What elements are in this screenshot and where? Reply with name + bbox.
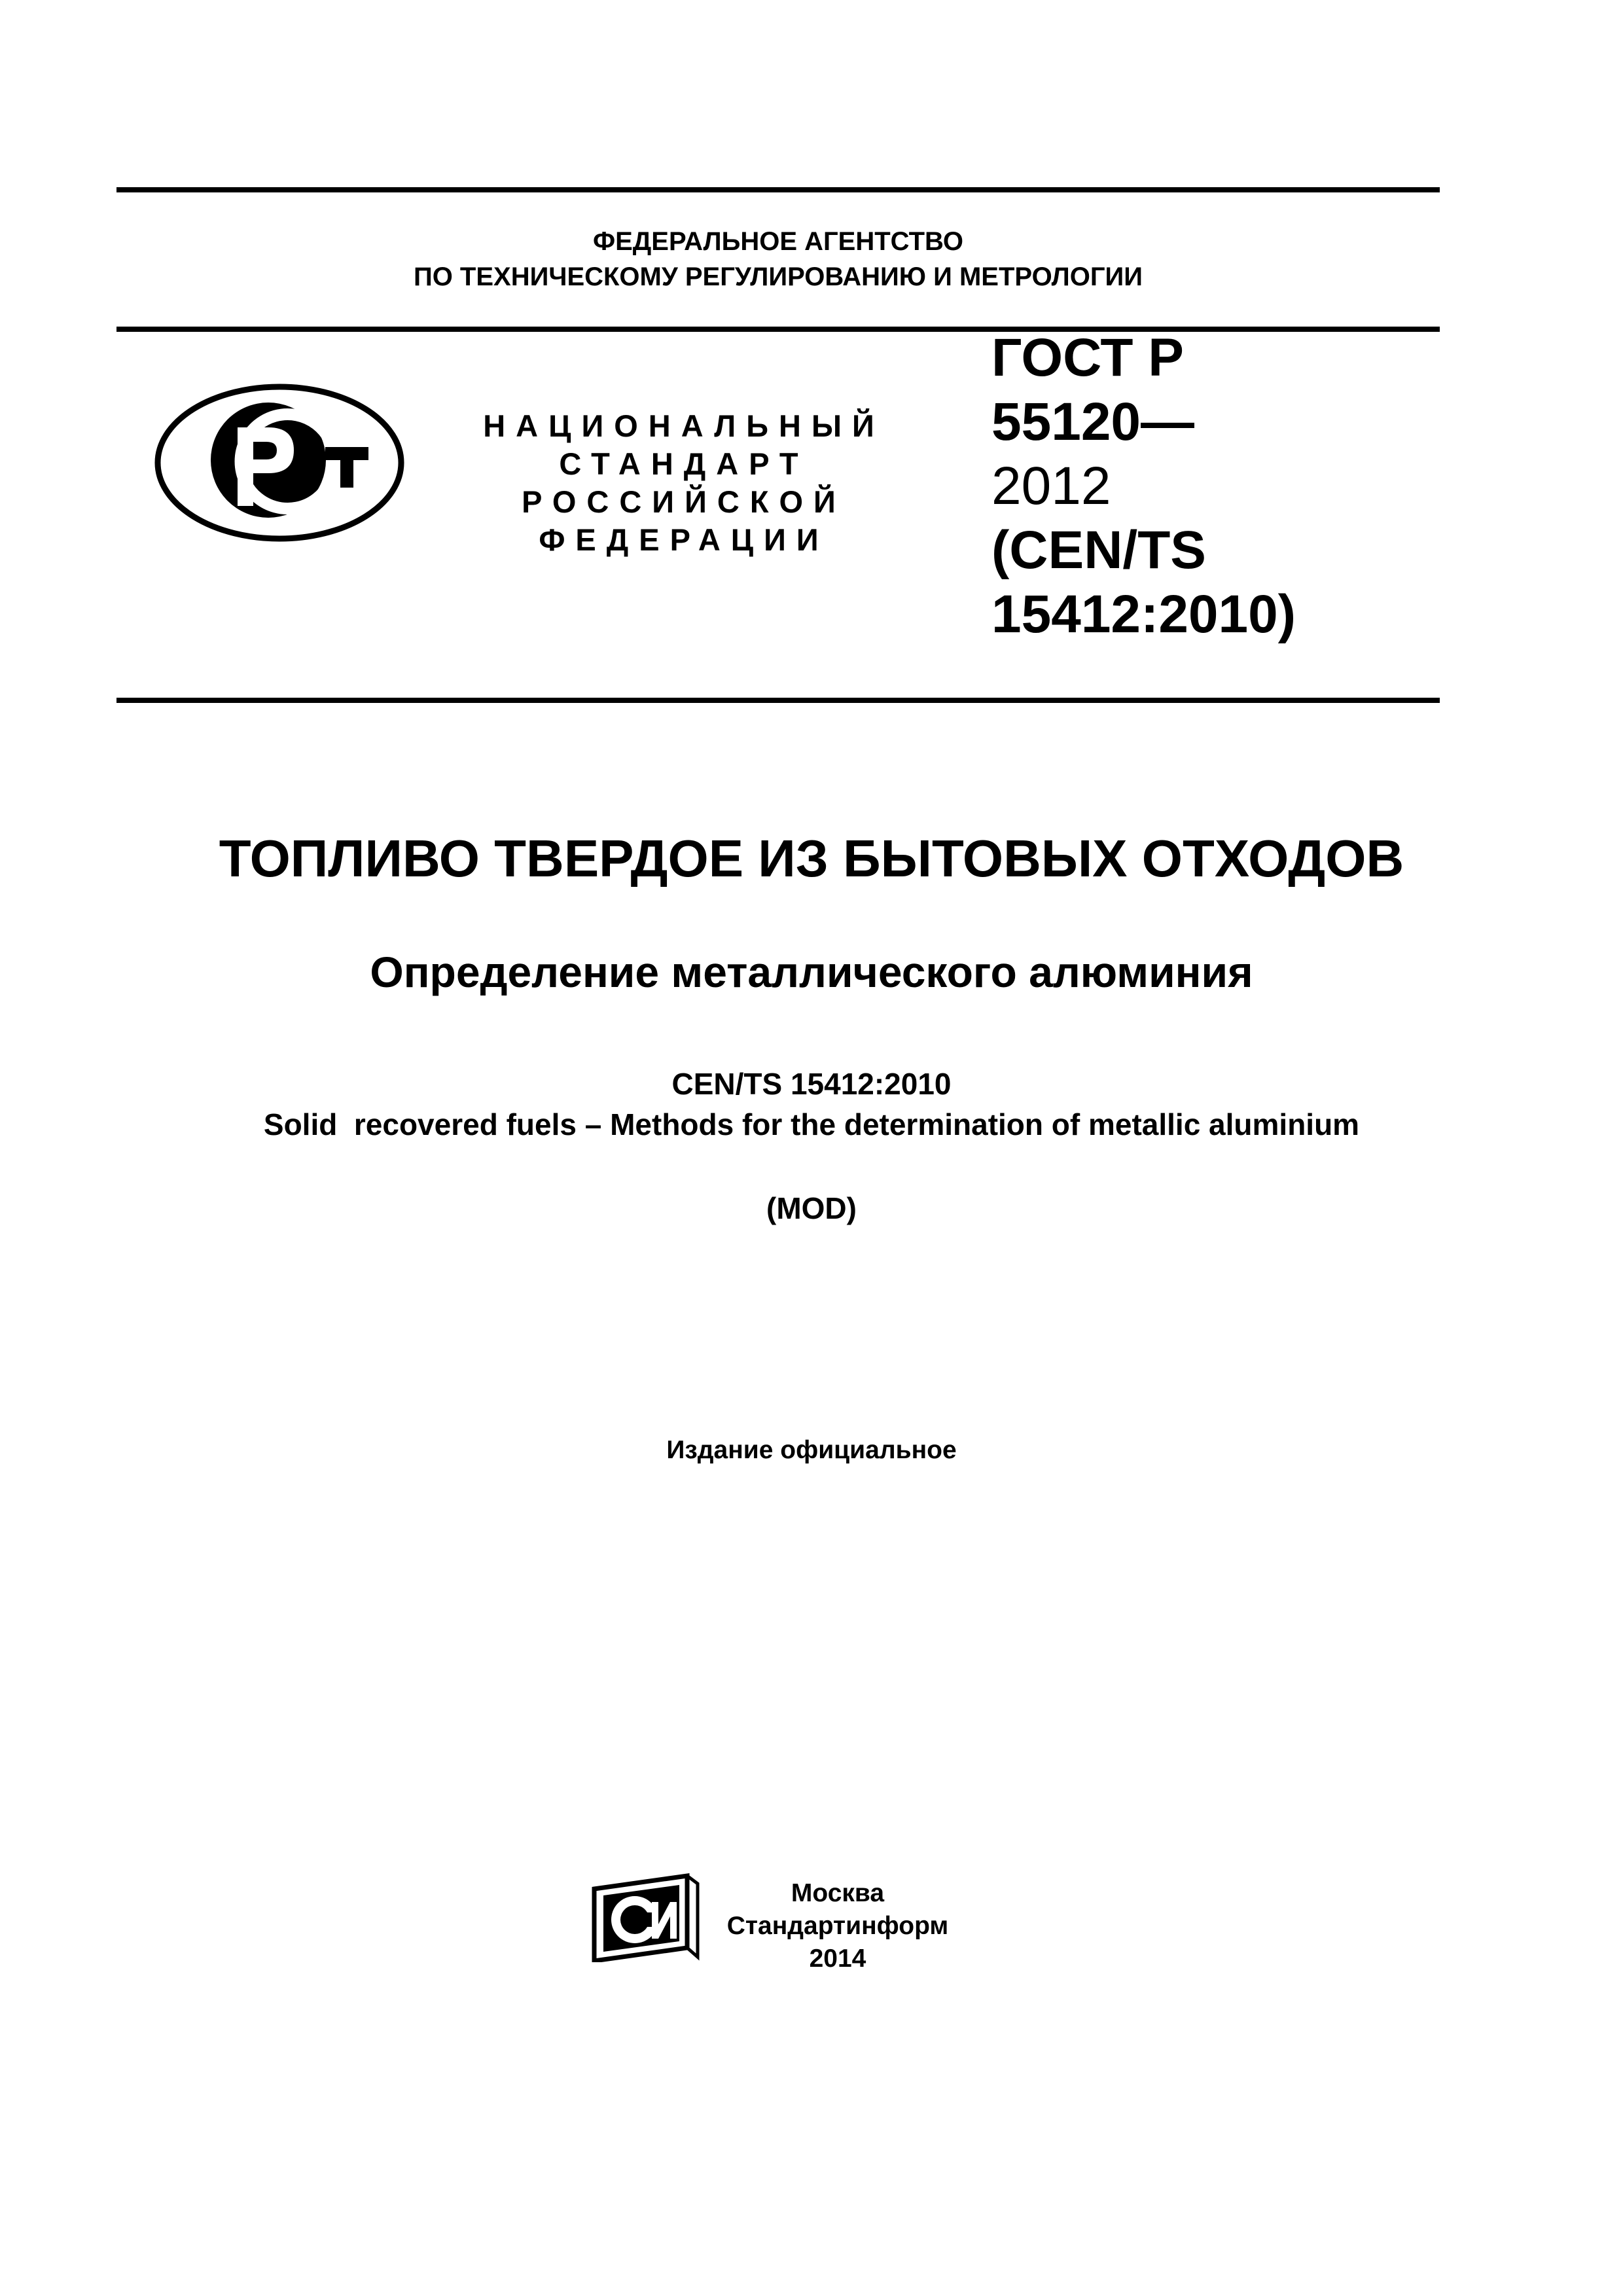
publisher-year: 2014 [809, 1945, 866, 1973]
document-subtitle: Определение металлического алюминия [370, 948, 1253, 996]
agency-line-2: ПО ТЕХНИЧЕСКОМУ РЕГУЛИРОВАНИЮ И МЕТРОЛОГИИ [413, 262, 1143, 291]
agency-header [116, 224, 1440, 295]
source-standard-code: CEN/TS 15412:2010 [671, 1067, 952, 1101]
publisher-city: Москва [791, 1879, 885, 1907]
designation-rule [116, 698, 1440, 703]
designation-line-1: ГОСТ Р [991, 328, 1184, 387]
document-title: ТОПЛИВО ТВЕРДОЕ ИЗ БЫТОВЫХ ОТХОДОВ [219, 829, 1404, 888]
national-line-1: НАЦИОНАЛЬНЫЙ [483, 408, 885, 443]
national-line-4: ФЕДЕРАЦИИ [539, 522, 829, 557]
national-standard-label [452, 407, 916, 559]
standartinform-logo-icon [589, 1871, 704, 1962]
agency-line-1: ФЕДЕРАЛЬНОЕ АГЕНТСТВО [592, 227, 964, 256]
publisher-name: Стандартинформ [726, 1912, 949, 1940]
designation-line-2: 55120— [991, 392, 1195, 452]
designation-line-3: 2012 [991, 456, 1111, 516]
gost-r-certification-mark-icon [154, 383, 406, 543]
top-rule [116, 187, 1440, 192]
source-standard [0, 1064, 1623, 1145]
standard-designation [991, 326, 1296, 647]
edition-label: Издание официальное [666, 1436, 957, 1464]
designation-line-5: 15412:2010) [991, 584, 1296, 644]
source-standard-title: Solid recovered fuels – Methods for the determination of metallic aluminium [263, 1107, 1360, 1141]
modification-degree: (MOD) [766, 1191, 857, 1225]
designation-line-4: (CEN/TS [991, 520, 1206, 580]
national-line-3: РОССИЙСКОЙ [522, 484, 846, 519]
publisher-info [713, 1877, 962, 1975]
national-line-2: СТАНДАРТ [559, 446, 809, 481]
